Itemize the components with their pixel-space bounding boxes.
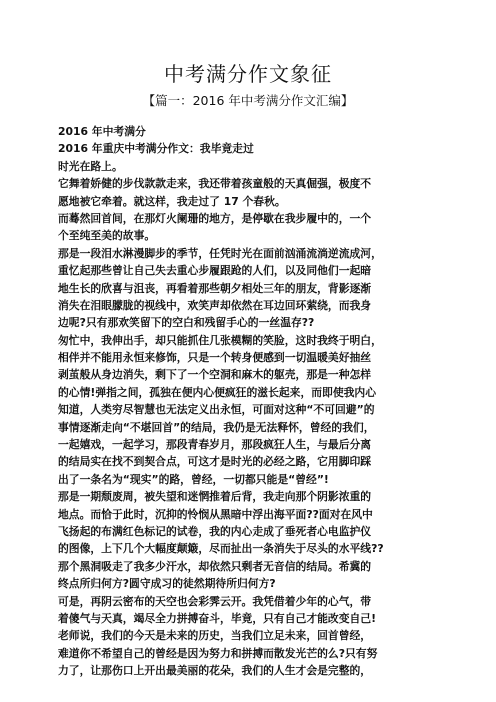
text-line: 着傻气与天真，竭尽全力拼搏奋斗，毕竟，只有自己才能改变自己! xyxy=(58,611,377,625)
text-line: 的结局实在找不到契合点，可这才是时光的必经之路，它用脚印踩 xyxy=(58,455,372,469)
text-line: 一起嬉戏，一起学习，那段青春岁月，那段疯狂人生，与最后分离 xyxy=(58,438,372,452)
document-body xyxy=(58,123,446,680)
text-line: 知道，人类穷尽智慧也无法定义出永恒，可面对这种“不可回避”的 xyxy=(58,403,375,417)
text-line: 个至纯至美的故事。 xyxy=(58,229,156,243)
text-line: 2016 年中考满分 xyxy=(58,125,146,138)
text-line: 那是一期颓废周，被失望和迷惘推着后背，我走向那个阴影浓重的 xyxy=(58,490,372,504)
text-line: 力了，让那伤口上开出最美丽的花朵，我们的人生才会是完整的， xyxy=(58,664,372,678)
text-line: 地点。而恰于此时，沉抑的怜悯从黑暗中浮出海平面??面对在风中 xyxy=(58,507,373,521)
text-line: 可是，再阴云密布的天空也会彩霁云开。我凭借着少年的心气，带 xyxy=(58,594,372,608)
text-line: 愿地被它牵着。就这样，我走过了 17 个春秋。 xyxy=(58,194,286,208)
text-line: 而蓦然回首间，在那灯火阑珊的地方，是停歇在我步履中的，一个 xyxy=(58,211,372,225)
text-line: 的心情!弹指之间，孤独在便内心便疯狂的滋长起来，而即使我内心 xyxy=(58,385,377,399)
text-line: 匆忙中，我伸出手，却只能抓住几张模糊的笑脸，这时我终于明白， xyxy=(58,333,382,347)
text-line: 出了一条名为“现实”的路，曾经，一切都只能是“曾经”! xyxy=(58,472,329,486)
document-title: 中考满分作文象征 xyxy=(164,62,332,86)
text-line: 边呢?只有那欢笑留下的空白和残留手心的一丝温存?? xyxy=(58,316,315,330)
text-line: 相伴并不能用永恒来修饰，只是一个转身便感到一切温暖美好抽丝 xyxy=(58,351,372,365)
text-line: 重忆起那些曾让自己失去重心步履跟跄的人们，以及同他们一起暗 xyxy=(58,264,372,278)
text-line: 它舞着娇健的步伐款款走来，我还带着孩童般的天真倔强，极度不 xyxy=(58,177,372,191)
text-line: 2016 年重庆中考满分作文：我毕竟走过 xyxy=(58,142,254,156)
text-line: 那个黑洞吸走了我多少汗水，却依然只剩者无音信的结局。希冀的 xyxy=(58,559,372,573)
text-line: 地生长的欣喜与沮丧，再看着那些朝夕相处三年的朋友，背影逐渐 xyxy=(58,281,372,295)
text-line: 终点所归何方?圆守成习的徒然期待所归何方? xyxy=(58,577,276,591)
text-line: 消失在泪眼朦胧的视线中，欢笑声却依然在耳边回环萦绕，而我身 xyxy=(58,298,372,312)
text-line: 那是一段泪水淋漫脚步的季节，任凭时光在面前汹涌流淌逆流成河， xyxy=(58,246,382,260)
text-line: 老师说，我们的今天是未来的历史，当我们立足未来，回首曾经， xyxy=(58,629,372,643)
text-line: 事情逐渐走向“不堪回首”的结局，我仍是无法释怀，曾经的我们， xyxy=(58,420,375,434)
text-line: 难道你不希望自己的曾经是因为努力和拼搏而散发光芒的么?只有努 xyxy=(58,646,378,660)
text-line: 的图像，上下几个大幅度颠簸，尽而扯出一条消失于尽头的水平线?? xyxy=(58,542,384,556)
text-line: 剥茧般从身边消失，剩下了一个空洞和麻木的躯壳，那是一种怎样 xyxy=(58,368,372,382)
document-subtitle: 【篇一：2016 年中考满分作文汇编】 xyxy=(142,93,354,108)
text-line: 飞扬起的布满红色标记的试卷，我的内心走成了垂死者心电监护仪 xyxy=(58,524,372,538)
text-line: 时光在路上。 xyxy=(58,159,123,173)
